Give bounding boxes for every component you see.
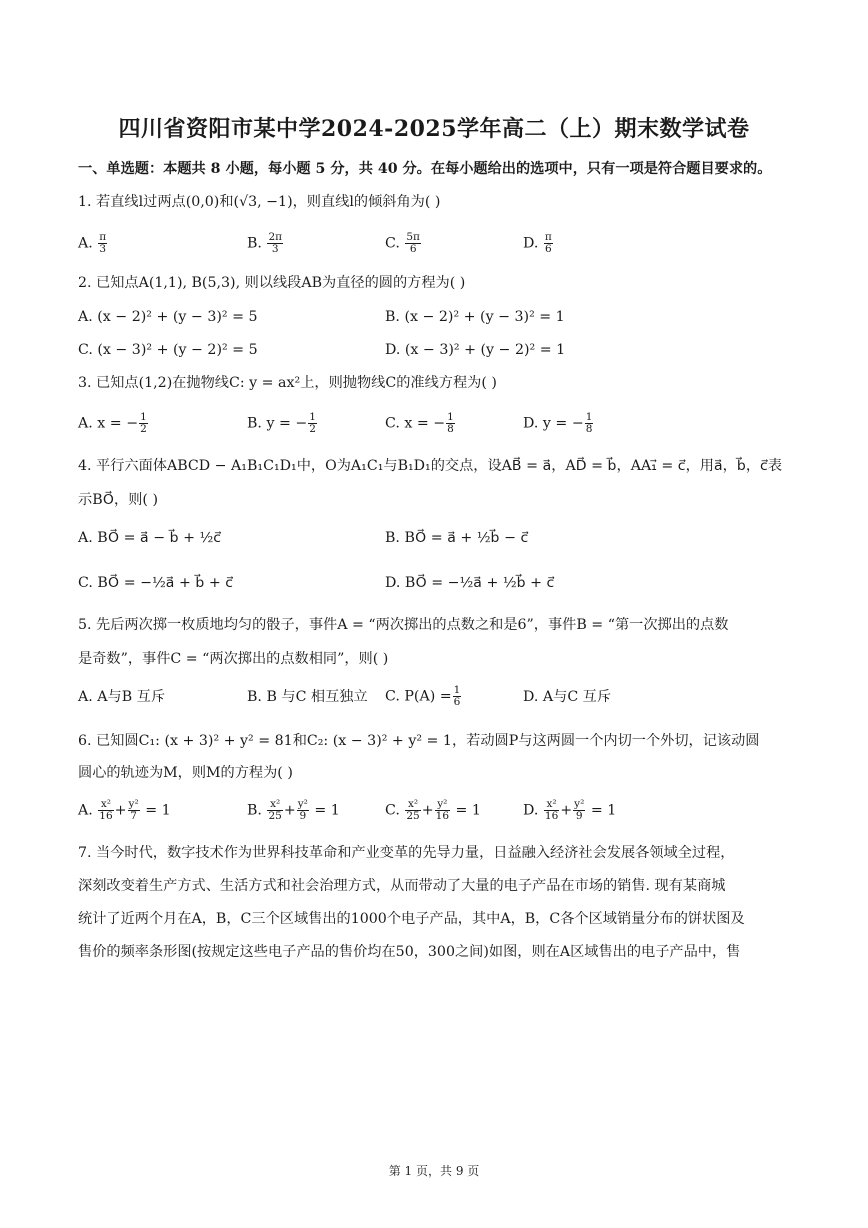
question-3-stem: 3. 已知点(1,2)在抛物线C: y = ax²上，则抛物线C的准线方程为( ) bbox=[78, 375, 497, 391]
q5-option-d: D. A与C 互斥 bbox=[523, 689, 612, 705]
q4-option-b: B. BO⃗ = a⃗ + ½b⃗ − c⃗ bbox=[385, 530, 529, 546]
q2-option-d: D. (x − 3)² + (y − 2)² = 1 bbox=[385, 342, 566, 358]
q3-option-b: B. y = − $\frac{1}{2}$ bbox=[247, 411, 316, 436]
page-title: 四川省资阳市某中学2024-2025学年高二（上）期末数学试卷 bbox=[118, 116, 750, 142]
page-footer: 第 1 页，共 9 页 bbox=[388, 1164, 480, 1178]
question-5-stem-line-2: 是奇数”，事件C = “两次掷出的点数相同”，则( ) bbox=[78, 651, 389, 667]
q1-a-fraction: $\frac{\pi}{3}$ bbox=[99, 231, 107, 256]
q6-option-c: C. $\frac{\text{x²}}{25}$ + $\frac{\text{y²}}{16}$ = 1 bbox=[385, 798, 481, 823]
q3-option-c: C. x = − $\frac{1}{8}$ bbox=[385, 411, 454, 436]
q1-option-d: D. $\frac{\pi}{6}$ bbox=[523, 231, 552, 256]
q2-option-a: A. (x − 2)² + (y − 3)² = 5 bbox=[78, 309, 258, 325]
q4-option-d: D. BO⃗ = −½a⃗ + ½b⃗ + c⃗ bbox=[385, 575, 555, 591]
q5-option-b: B. B 与C 相互独立 bbox=[247, 689, 368, 705]
q1-option-c: C. $\frac{5\pi}{6}$ bbox=[385, 231, 420, 256]
q4-option-a: A. BO⃗ = a⃗ − b⃗ + ½c⃗ bbox=[78, 530, 222, 546]
question-7-line-3: 统计了近两个月在A，B，C三个区域售出的1000个电子产品，其中A，B，C各个区域销量分布的饼状图及 bbox=[78, 911, 745, 927]
q6-option-d: D. $\frac{\text{x²}}{16}$ + $\frac{\text{y²}}{9}$ = 1 bbox=[523, 798, 617, 823]
question-6-stem-line-2: 圆心的轨迹为M，则M的方程为( ) bbox=[78, 765, 293, 781]
question-7-line-2: 深刻改变着生产方式、生活方式和社会治理方式，从而带动了大量的电子产品在市场的销售. 现有某商城 bbox=[78, 878, 726, 894]
q5-option-c: C. P(A) = $\frac{1}{6}$ bbox=[385, 684, 461, 709]
question-5-stem-line-1: 5. 先后两次掷一枚质地均匀的骰子，事件A = “两次掷出的点数之和是6”，事件B = “第一次掷出的点数 bbox=[78, 617, 729, 633]
question-7-line-4: 售价的频率条形图(按规定这些电子产品的售价均在50，300之间)如图，则在A区域售出的电子产品中，售 bbox=[78, 944, 741, 960]
question-4-stem-line-1: 4. 平行六面体ABCD − A₁B₁C₁D₁中，O为A₁C₁与B₁D₁的交点，设AB⃗ = a⃗，AD⃗ = b⃗，AA₁⃗ = c⃗，用a⃗，b⃗，c⃗表 bbox=[78, 458, 783, 474]
question-2-stem: 2. 已知点A(1,1), B(5,3), 则以线段AB为直径的圆的方程为( ) bbox=[78, 275, 466, 291]
section-heading: 一、单选题：本题共 8 小题，每小题 5 分，共 40 分。在每小题给出的选项中，只有一项是符合题目要求的。 bbox=[78, 161, 772, 177]
q2-option-c: C. (x − 3)² + (y − 2)² = 5 bbox=[78, 342, 258, 358]
q6-option-a: A. $\frac{\text{x²}}{16}$ + $\frac{\text{y²}}{7}$ = 1 bbox=[78, 798, 171, 823]
question-1-stem: 1. 若直线l过两点(0,0)和(√3, −1)，则直线l的倾斜角为( ) bbox=[78, 194, 441, 210]
question-7-line-1: 7. 当今时代，数字技术作为世界科技革命和产业变革的先导力量，日益融入经济社会发展各领域全过程， bbox=[78, 845, 735, 861]
q3-option-d: D. y = − $\frac{1}{8}$ bbox=[523, 411, 593, 436]
q5-option-a: A. A与B 互斥 bbox=[78, 689, 166, 705]
question-4-stem-line-2: 示BO⃗，则( ) bbox=[78, 492, 158, 508]
q1-option-a: A. $\frac{\pi}{3}$ bbox=[78, 231, 107, 256]
q1-option-b: B. $\frac{2\pi}{3}$ bbox=[247, 231, 283, 256]
q3-option-a: A. x = − $\frac{1}{2}$ bbox=[78, 411, 147, 436]
question-6-stem-line-1: 6. 已知圆C₁: (x + 3)² + y² = 81和C₂: (x − 3)² + y² = 1，若动圆P与这两圆一个内切一个外切，记该动圆 bbox=[78, 733, 760, 749]
q4-option-c: C. BO⃗ = −½a⃗ + b⃗ + c⃗ bbox=[78, 575, 234, 591]
q2-option-b: B. (x − 2)² + (y − 3)² = 1 bbox=[385, 309, 565, 325]
q6-option-b: B. $\frac{\text{x²}}{25}$ + $\frac{\text{y²}}{9}$ = 1 bbox=[247, 798, 340, 823]
